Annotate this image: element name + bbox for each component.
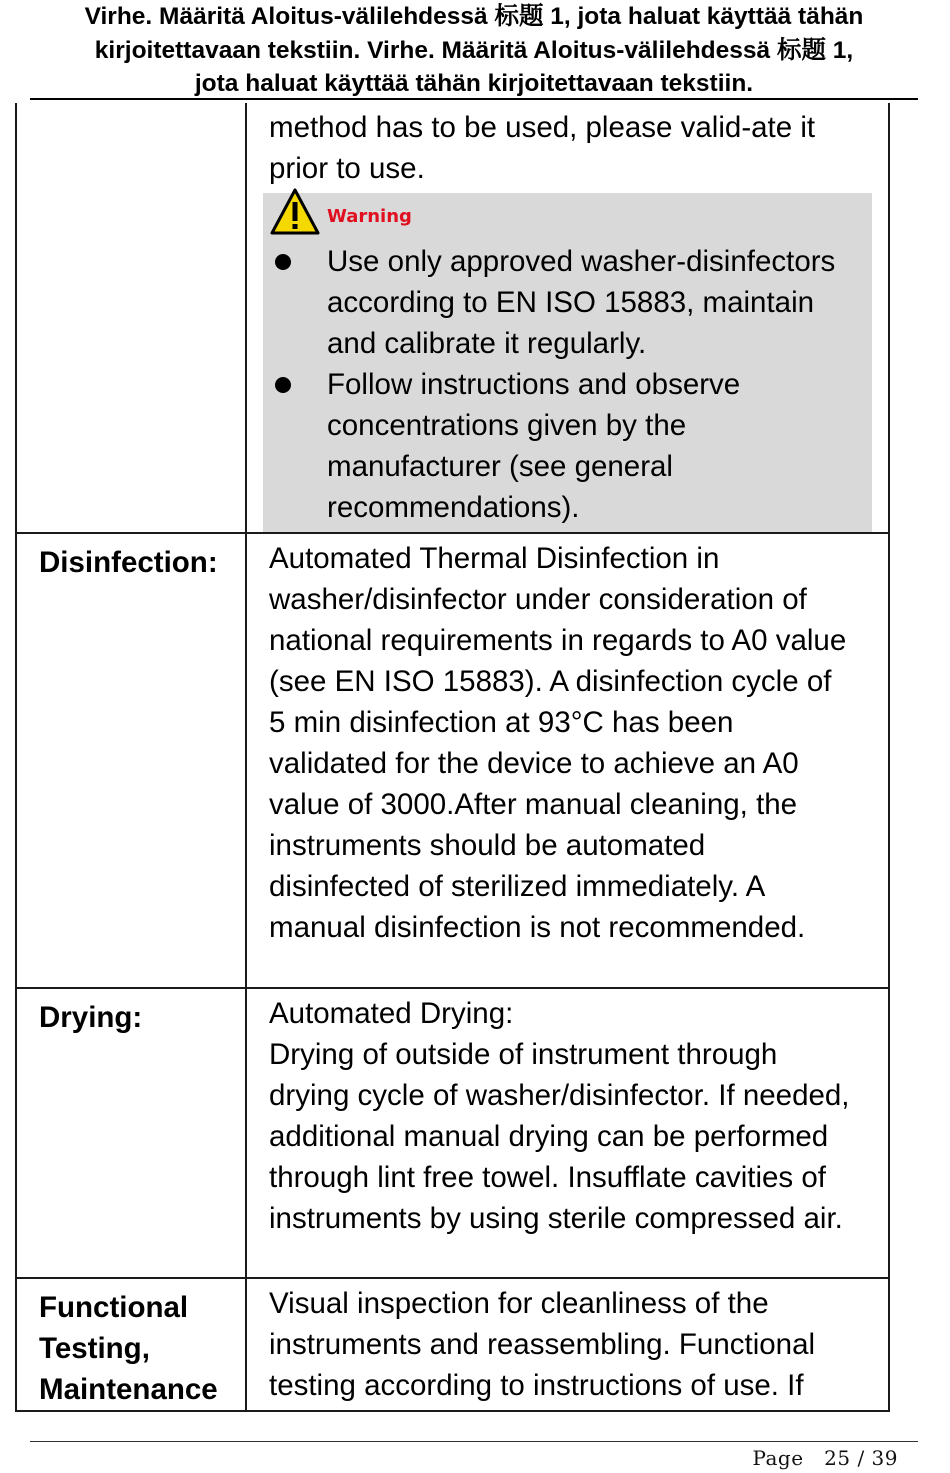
continued-text: method has to be used, please valid-ate it prior to use. <box>269 111 816 185</box>
header-line-1: Virhe. Määritä Aloitus-välilehdessä 标题 1, jota haluat käyttää tähän <box>84 3 864 30</box>
header-line-2: kirjoitettavaan tekstiin. Virhe. Määritä Aloitus-välilehdessä 标题 1, <box>94 36 854 64</box>
warning-header <box>263 193 872 241</box>
bullet-icon <box>275 377 291 393</box>
row-label-disinfection: Disinfection: <box>16 533 246 988</box>
disinfection-text: Automated Thermal Disinfection in washer/disinfector under consideration of national requirements in regards to A0 value (see EN ISO 15883). A disinfection cycle of 5 min disinfection at 93°C has been validated for the device to achieve an A0 value of 3000.After manual cleaning, the instruments should be automated disinfected of sterilized immediately. A manual disinfection is not recommended. <box>269 542 847 944</box>
footer-rule <box>30 1441 918 1442</box>
warning-box <box>263 193 872 532</box>
page-number: Page 25 / 39 <box>752 1446 898 1470</box>
row-content-drying <box>246 988 889 1278</box>
bullet-icon <box>275 254 291 270</box>
warning-triangle-icon <box>269 187 321 237</box>
warning-list <box>263 241 872 528</box>
functional-text: Visual inspection for cleanliness of the instruments and reassembling. Functional testing according to instructions of use. If <box>269 1287 816 1402</box>
header-line-3: jota haluat käyttää tähän kirjoitettavaan tekstiin. <box>194 70 754 97</box>
label-line: Functional <box>39 1291 189 1324</box>
drying-heading: Automated Drying: <box>269 997 514 1030</box>
reprocessing-table <box>15 103 890 1412</box>
table-row <box>16 533 889 988</box>
list-item <box>263 364 872 528</box>
warning-item-text: Follow instructions and observe concentrations given by the manufacturer (see general recommendations). <box>327 368 741 524</box>
row-content-disinfection <box>246 533 889 988</box>
list-item <box>263 241 872 364</box>
table-row <box>16 103 889 533</box>
table-row <box>16 1278 889 1411</box>
table-row <box>16 988 889 1278</box>
warning-item-text: Use only approved washer-disinfectors according to EN ISO 15883, maintain and calibrate it regularly. <box>327 245 836 360</box>
label-line: Maintenance <box>39 1373 218 1406</box>
row-content-continued <box>246 103 889 533</box>
warning-title: Warning <box>327 206 412 227</box>
row-label-empty <box>16 103 246 533</box>
row-label-drying: Drying: <box>16 988 246 1278</box>
label-line: Testing, <box>39 1332 150 1365</box>
drying-text: Drying of outside of instrument through drying cycle of washer/disinfector. If needed, additional manual drying can be performed through lint free towel. Insufflate cavities of instruments by using sterile compressed air. <box>269 1038 850 1235</box>
document-header <box>30 0 918 100</box>
row-content-functional <box>246 1278 889 1411</box>
row-label-functional <box>16 1278 246 1411</box>
